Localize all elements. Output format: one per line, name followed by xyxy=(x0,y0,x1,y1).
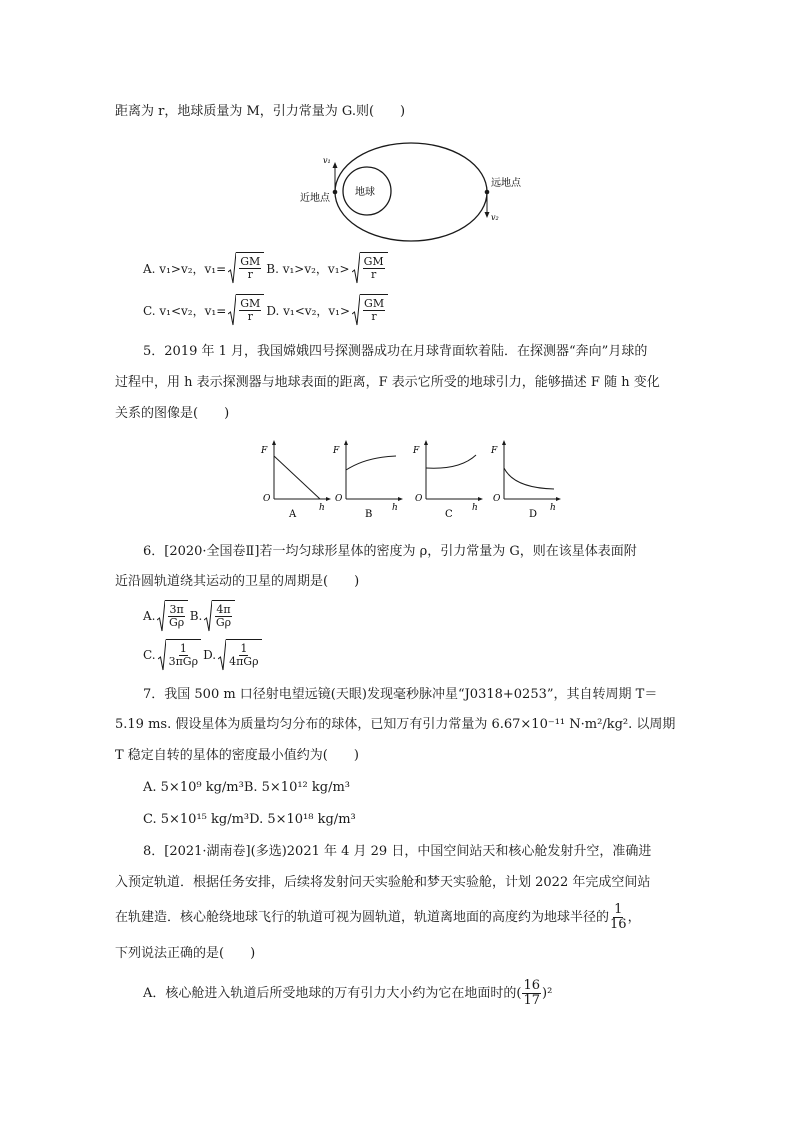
apogee-dot xyxy=(485,190,490,195)
graph-b xyxy=(330,438,410,520)
v1-label: v₁ xyxy=(323,156,331,165)
frac-num: 1 xyxy=(240,642,248,655)
q7-options-ab: A. 5×10⁹ kg/m³B. 5×10¹² kg/m³ xyxy=(143,780,351,795)
frac-den: 16 xyxy=(610,917,627,932)
sqrt-1-4pigrho xyxy=(218,639,261,671)
axis-o: O xyxy=(415,494,423,504)
frac-num: 4π xyxy=(216,603,231,616)
frac-den: 4πGρ xyxy=(229,655,259,668)
frac-den: Gρ xyxy=(168,616,185,629)
sqrt-gm-r-b xyxy=(352,252,388,284)
q4-option-b-text: B. v₁>v₂，v₁> xyxy=(266,261,350,276)
q7-options-cd: C. 5×10¹⁵ kg/m³D. 5×10¹⁸ kg/m³ xyxy=(143,812,356,827)
q6-option-c-label: C. xyxy=(143,648,156,662)
q4-option-a-text: A. v₁>v₂，v₁= xyxy=(143,261,227,276)
curve-a xyxy=(274,456,320,499)
frac-den: Gρ xyxy=(215,616,232,629)
axis-f: F xyxy=(261,446,268,456)
v2-arrowhead xyxy=(485,212,490,218)
curve-c xyxy=(426,455,476,468)
axis-h: h xyxy=(472,503,478,513)
q6-options-ab xyxy=(143,600,237,632)
frac-den: r xyxy=(247,268,253,281)
q7-line-1: 7．我国 500 m 口径射电望远镜(天眼)发现毫秒脉冲星“J0318+0253”，其自转周期 T＝ xyxy=(143,687,658,702)
q6-line-2: 近沿圆轨道绕其运动的卫星的周期是( ) xyxy=(115,574,360,589)
frac-num: 1 xyxy=(614,902,623,917)
graph-a xyxy=(258,438,338,520)
sqrt-gm-r-a xyxy=(228,252,264,284)
sqrt-1-3pigrho xyxy=(158,639,201,671)
sqrt-4pi-grho xyxy=(204,600,234,632)
q6-option-b-label: B. xyxy=(189,609,203,623)
q5-line-3: 关系的图像是( ) xyxy=(115,406,230,421)
frac-num: 1 xyxy=(179,642,187,655)
q8-line-3-end: ， xyxy=(627,909,641,925)
axis-o: O xyxy=(335,494,343,504)
orbit-diagram xyxy=(295,140,555,250)
frac-den: r xyxy=(370,268,377,281)
sqrt-gm-r-c xyxy=(228,294,264,326)
frac-den: 3πGρ xyxy=(168,655,199,668)
frac-num: GM xyxy=(240,297,261,310)
q8-line-3 xyxy=(115,903,641,932)
q8-option-a-end: )² xyxy=(542,985,553,1001)
q8-line-2: 入预定轨道．根据任务安排，后续将发射问天实验舱和梦天实验舱，计划 2022 年完成空间站 xyxy=(115,875,651,890)
graph-label-c: C xyxy=(445,509,453,520)
fraction-16-17 xyxy=(522,979,541,1008)
axis-h: h xyxy=(392,503,398,513)
frac-num: GM xyxy=(364,297,385,310)
axis-o: O xyxy=(493,494,501,504)
frac-den: r xyxy=(247,310,253,323)
q4-option-c-text: C. v₁<v₂，v₁= xyxy=(143,303,227,318)
sqrt-3pi-grho xyxy=(157,600,187,632)
frac-num: GM xyxy=(240,255,261,268)
q7-line-2: 5.19 ms. 假设星体为质量均匀分布的球体，已知万有引力常量为 6.67×10⁻¹¹ N·m²/kg². 以周期 xyxy=(115,717,676,732)
v1-arrowhead xyxy=(333,162,338,168)
frac-num: 16 xyxy=(523,978,541,993)
apogee-label: 远地点 xyxy=(491,178,521,189)
graph-c xyxy=(410,438,490,520)
q5-line-1: 5．2019 年 1 月，我国嫦娥四号探测器成功在月球背面软着陆．在探测器“奔向”月球的 xyxy=(143,344,648,359)
q4-option-d-text: D. v₁<v₂，v₁> xyxy=(266,303,351,318)
q6-option-d-label: D. xyxy=(203,648,217,662)
frac-den: 17 xyxy=(523,993,541,1008)
frac-num: GM xyxy=(363,255,384,268)
axis-h: h xyxy=(550,503,556,513)
sqrt-gm-r-d xyxy=(352,294,388,326)
axis-f: F xyxy=(413,446,420,456)
fraction-1-16 xyxy=(610,903,627,932)
q4-options-cd xyxy=(143,294,390,326)
q7-line-3: T 稳定自转的星体的密度最小值约为( ) xyxy=(115,748,359,763)
graph-label-d: D xyxy=(529,509,538,520)
earth-label: 地球 xyxy=(355,187,375,198)
graph-label-b: B xyxy=(365,509,373,520)
q8-option-a-text: A．核心舱进入轨道后所受地球的万有引力大小约为它在地面时的( xyxy=(143,985,522,1001)
perigee-dot xyxy=(333,190,338,195)
q8-line-4: 下列说法正确的是( ) xyxy=(115,946,256,961)
q8-option-a xyxy=(143,979,552,1008)
curve-d xyxy=(504,468,554,489)
frac-num: 3π xyxy=(169,603,184,616)
axis-f: F xyxy=(333,446,340,456)
q4-stem-tail: 距离为 r，地球质量为 M，引力常量为 G.则( ) xyxy=(115,104,406,119)
frac-den: r xyxy=(371,310,377,323)
q6-option-a-label: A. xyxy=(143,609,156,623)
q5-line-2: 过程中，用 h 表示探测器与地球表面的距离，F 表示它所受的地球引力，能够描述 F 随 h 变化 xyxy=(115,375,660,390)
q6-line-1: 6．[2020·全国卷Ⅱ]若一均匀球形星体的密度为 ρ，引力常量为 G，则在该星体表面附 xyxy=(143,544,637,559)
q4-options-ab xyxy=(143,252,390,284)
graph-d xyxy=(488,438,568,520)
q6-options-cd xyxy=(143,639,264,671)
curve-b xyxy=(346,456,396,470)
q8-line-3-text: 在轨建造．核心舱绕地球飞行的轨道可视为圆轨道，轨道离地面的高度约为地球半径的 xyxy=(115,909,610,925)
graph-label-a: A xyxy=(289,509,297,520)
axis-h: h xyxy=(319,503,325,513)
q8-line-1: 8．[2021·湖南卷](多选)2021 年 4 月 29 日，中国空间站天和核心舱发射升空，准确进 xyxy=(143,844,652,859)
v2-label: v₂ xyxy=(491,213,499,222)
axis-o: O xyxy=(263,494,271,504)
axis-f: F xyxy=(491,446,498,456)
perigee-label: 近地点 xyxy=(300,193,330,204)
